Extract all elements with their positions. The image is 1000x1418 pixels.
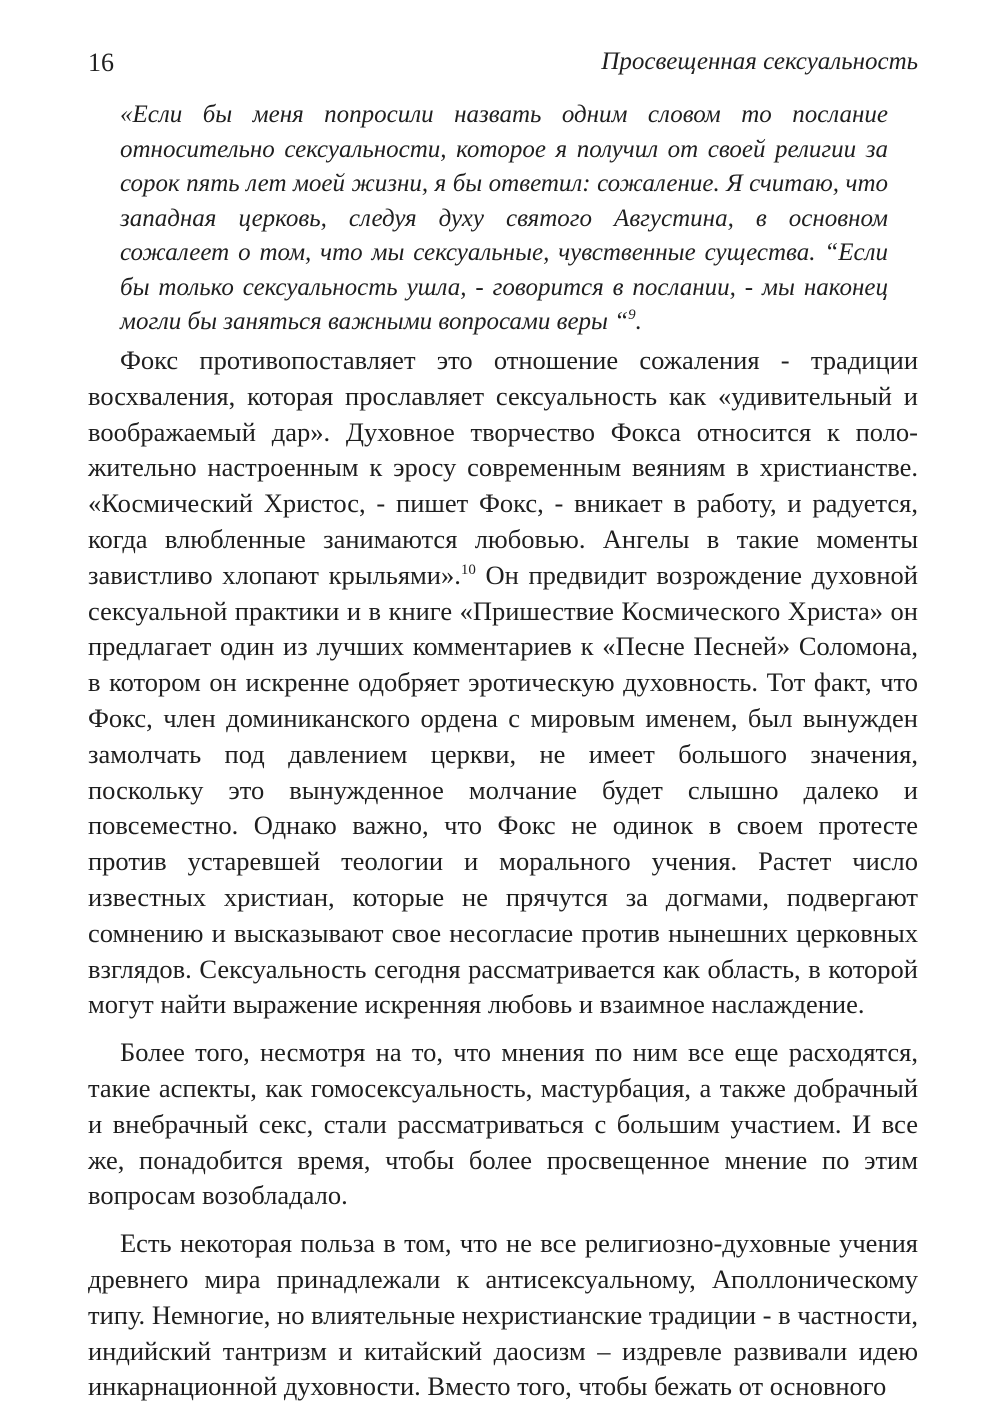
paragraph-1-text: Фокс противопоставляет это отношение сожаления - традиции восхваления, которая прославляет сексуальность как «удивительный и воображаемый дар». Духовное творчество Фокса относится к положительно настроенным к эросу современным веяниям в христианстве. «Космический Христос, - пишет Фокс, - вникает в работу, и радуется, когда влюбленные занимаются любовью. Ангелы в такие моменты завистливо хлопают крыльями». — [88, 345, 918, 590]
page-number: 16 — [88, 48, 114, 77]
footnote-ref-9: 9 — [628, 307, 636, 323]
paragraph-1 — [88, 343, 918, 1023]
body-text — [88, 343, 918, 1417]
paragraph-1-text-cont: Он предвидит возрождение духовной сексуальной практики и в книге «Пришествие Космического Христа» он предлагает один из лучших комментариев к «Песне Песней» Соломона, в котором он искренне одобряет эротическую духовность. Тот факт, что Фокс, член доминиканского ордена с мировым именем, был вынужден замолчать под давлением церкви, не имеет большого значения, поскольку это вынужденное молчание будет слышно далеко и повсеместно. Однако важно, что Фокс не одинок в своем протесте против устаревшей теологии и морального учения. Растет число известных христиан, которые не прячутся за догмами, подвергают сомнению и высказывают свое несогласие против нынешних церковных взглядов. Сексуальность сегодня рассматривается как область, в которой могут найти выражение искренняя любовь и взаимное наслаждение. — [88, 559, 918, 1020]
footnote-ref-10: 10 — [460, 561, 476, 578]
block-quote — [120, 98, 888, 340]
paragraph-3: Есть некоторая польза в том, что не все религиозно-духовные учения древнего мира принадлежали к антисексуальному, Аполлоническому типу. Немногие, но влиятельные нехристианские традиции - в частности, индийский тантризм и китайский даосизм – издревле развивали идею инкарнационной духовности. Вместо того, чтобы бежать от основного — [88, 1228, 918, 1402]
running-title: Просвещенная сексуальность — [601, 48, 918, 75]
page-header — [88, 48, 918, 84]
paragraph-2: Более того, несмотря на то, что мнения по ним все еще расходятся, такие аспекты, как гомосексуальность, мастурбация, а также добрачный и внебрачный секс, стали рассматриваться с большим участием. И все же, понадобится время, чтобы более просвещенное мнение по этим вопросам возобладало. — [88, 1037, 918, 1211]
quote-text-end: . — [635, 308, 642, 335]
quote-text: «Если бы меня попросили назвать одним словом то послание относительно сексуальности, которое я получил от своей религии за сорок пять лет моей жизни, я бы ответил: сожаление. Я считаю, что западная церковь, следуя духу святого Августина, в основном сожалеет о том, что мы сексуальные, чувственные существа. “Если бы только сексуальность ушла, - говорится в послании, - мы наконец могли бы заняться важными вопросами веры “ — [120, 101, 888, 335]
